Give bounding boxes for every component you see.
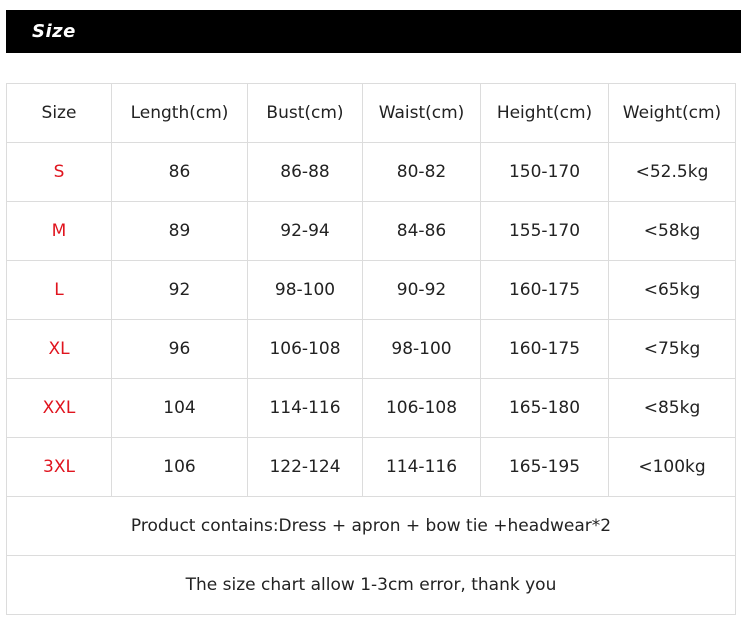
header-height: Height(cm)	[481, 84, 609, 143]
waist-cell: 98-100	[363, 320, 481, 379]
bust-cell: 106-108	[248, 320, 363, 379]
table-row	[7, 320, 736, 379]
table-row	[7, 379, 736, 438]
size-error-note: The size chart allow 1-3cm error, thank you	[7, 556, 736, 615]
product-contents-note: Product contains:Dress + apron + bow tie +headwear*2	[7, 497, 736, 556]
size-label: XL	[7, 320, 112, 379]
table-header-row	[7, 84, 736, 143]
table-row	[7, 261, 736, 320]
height-cell: 165-195	[481, 438, 609, 497]
length-cell: 86	[112, 143, 248, 202]
bust-cell: 92-94	[248, 202, 363, 261]
bust-cell: 86-88	[248, 143, 363, 202]
size-label: 3XL	[7, 438, 112, 497]
size-label: S	[7, 143, 112, 202]
weight-cell: <75kg	[609, 320, 736, 379]
size-banner	[6, 10, 741, 53]
bust-cell: 122-124	[248, 438, 363, 497]
height-cell: 150-170	[481, 143, 609, 202]
weight-cell: <65kg	[609, 261, 736, 320]
waist-cell: 114-116	[363, 438, 481, 497]
weight-cell: <100kg	[609, 438, 736, 497]
header-length: Length(cm)	[112, 84, 248, 143]
weight-cell: <58kg	[609, 202, 736, 261]
banner-title: Size	[32, 21, 76, 42]
length-cell: 92	[112, 261, 248, 320]
weight-cell: <52.5kg	[609, 143, 736, 202]
header-waist: Waist(cm)	[363, 84, 481, 143]
length-cell: 89	[112, 202, 248, 261]
header-weight: Weight(cm)	[609, 84, 736, 143]
size-label: L	[7, 261, 112, 320]
note-row	[7, 497, 736, 556]
size-label: XXL	[7, 379, 112, 438]
header-bust: Bust(cm)	[248, 84, 363, 143]
bust-cell: 98-100	[248, 261, 363, 320]
size-chart-table	[6, 83, 736, 615]
length-cell: 106	[112, 438, 248, 497]
weight-cell: <85kg	[609, 379, 736, 438]
length-cell: 96	[112, 320, 248, 379]
height-cell: 155-170	[481, 202, 609, 261]
header-size: Size	[7, 84, 112, 143]
note-row	[7, 556, 736, 615]
bust-cell: 114-116	[248, 379, 363, 438]
size-label: M	[7, 202, 112, 261]
waist-cell: 106-108	[363, 379, 481, 438]
table-row	[7, 438, 736, 497]
table-row	[7, 202, 736, 261]
height-cell: 160-175	[481, 320, 609, 379]
waist-cell: 84-86	[363, 202, 481, 261]
height-cell: 165-180	[481, 379, 609, 438]
waist-cell: 80-82	[363, 143, 481, 202]
waist-cell: 90-92	[363, 261, 481, 320]
height-cell: 160-175	[481, 261, 609, 320]
length-cell: 104	[112, 379, 248, 438]
table-row	[7, 143, 736, 202]
